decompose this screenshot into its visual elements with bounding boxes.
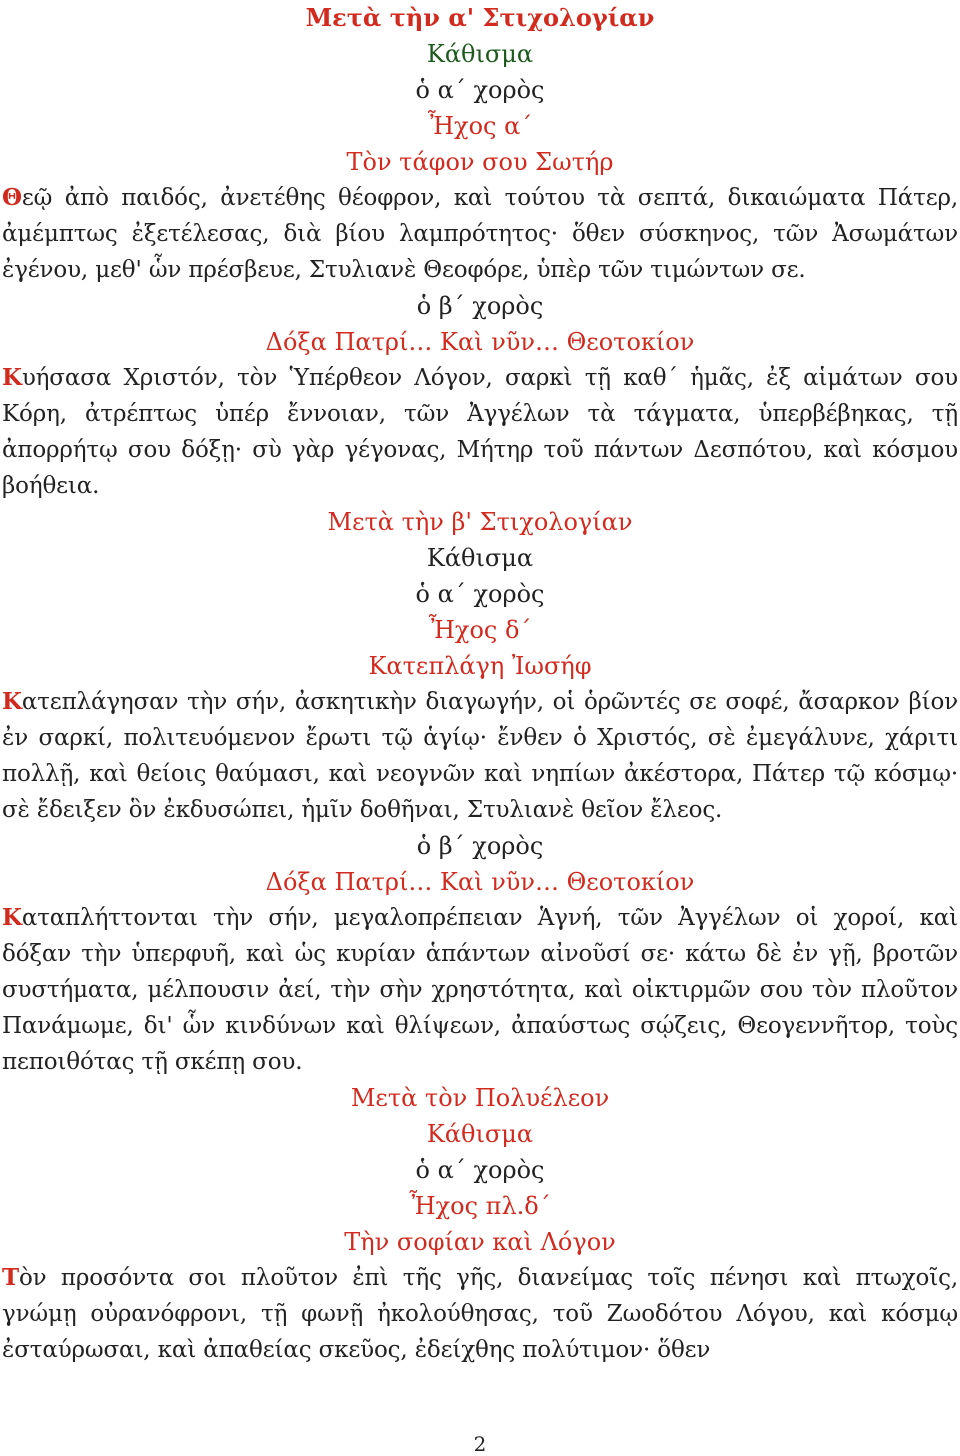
choir-heading: ὁ β΄ χορὸς bbox=[416, 832, 544, 860]
melody-heading: Τὸν τάφον σου Σωτήρ bbox=[346, 148, 614, 176]
page-number: 2 bbox=[473, 1432, 487, 1456]
hymn-paragraph bbox=[2, 180, 958, 288]
hymn-text: υήσασα Χριστόν, τὸν Ὑπέρθεον Λόγον, σαρκὶ τῇ καθ΄ ἡμᾶς, ἐξ αἱμάτων σου Κόρη, ἀτρέπτως ὑπέρ ἔννοιαν, τῶν Ἀγγέλων τὰ τάγματα, ὑπερβέβηκας, τῇ ἀπορρήτῳ σου δόξῃ· σὺ γὰρ γέγονας, Μήτηρ τοῦ πάντων Δεσπότου, καὶ κόσμου βοήθεια. bbox=[2, 365, 958, 499]
drop-initial: Κ bbox=[2, 904, 22, 931]
hymn-paragraph bbox=[2, 1260, 958, 1368]
melody-heading: Τὴν σοφίαν καὶ Λόγον bbox=[344, 1228, 616, 1256]
hymn-text: ὸν προσόντα σοι πλοῦτον ἐπὶ τῆς γῆς, διανείμας τοῖς πένησι καὶ πτωχοῖς, γνώμῃ οὐρανόφρονι, τῇ φωνῇ ἠκολούθησας, τοῦ Ζωοδότου Λόγου, καὶ κόσμῳ ἐσταύρωσαι, καὶ ἀπαθείας σκεῦος, ἐδείχθης πολύτιμον· ὅθεν bbox=[2, 1265, 958, 1363]
drop-initial: Θ bbox=[2, 184, 22, 211]
kathisma-heading: Κάθισμα bbox=[426, 40, 534, 68]
doxa-heading: Δόξα Πατρί… Καὶ νῦν… Θεοτοκίον bbox=[265, 328, 695, 356]
drop-initial: Τ bbox=[2, 1264, 19, 1291]
theotokion-paragraph bbox=[2, 360, 958, 504]
drop-initial: Κ bbox=[2, 364, 22, 391]
choir-heading: ὁ α΄ χορὸς bbox=[415, 580, 545, 608]
choir-heading: ὁ α΄ χορὸς bbox=[415, 76, 545, 104]
tone-heading: Ἦχος α΄ bbox=[427, 112, 533, 140]
melody-heading: Κατεπλάγη Ἰωσήφ bbox=[368, 652, 592, 680]
kathisma-heading: Κάθισμα bbox=[426, 544, 534, 572]
tone-heading: Ἦχος πλ.δ΄ bbox=[409, 1192, 551, 1220]
hymn-text: εῷ ἀπὸ παιδός, ἀνετέθης θέοφρον, καὶ τούτου τὰ σεπτά, δικαιώματα Πάτερ, ἀμέμπτως ἐξετέλεσας, διὰ βίου λαμπρότητος· ὅθεν σύσκηνος, τῶν Ἀσωμάτων ἐγένου, μεθ' ὧν πρέσβευε, Στυλιανὲ Θεοφόρε, ὑπὲρ τῶν τιμώντων σε. bbox=[2, 185, 958, 283]
theotokion-paragraph bbox=[2, 900, 958, 1080]
section-title: Μετὰ τὴν α' Στιχολογίαν bbox=[305, 3, 655, 32]
choir-heading: ὁ β΄ χορὸς bbox=[416, 292, 544, 320]
doxa-heading: Δόξα Πατρί… Καὶ νῦν… Θεοτοκίον bbox=[265, 868, 695, 896]
choir-heading: ὁ α΄ χορὸς bbox=[415, 1156, 545, 1184]
kathisma-heading: Κάθισμα bbox=[426, 1120, 534, 1148]
section-title: Μετὰ τὸν Πολυέλεον bbox=[350, 1084, 610, 1112]
drop-initial: Κ bbox=[2, 688, 22, 715]
hymn-paragraph bbox=[2, 684, 958, 828]
tone-heading: Ἦχος δ΄ bbox=[428, 616, 532, 644]
hymn-text: ατεπλάγησαν τὴν σήν, ἀσκητικὴν διαγωγήν, οἱ ὁρῶντές σε σοφέ, ἄσαρκον βίον ἐν σαρκί, πολιτευόμενον ἔρωτι τῷ ἁγίῳ· ἔνθεν ὁ Χριστός, σὲ ἐμεγάλυνε, χάριτι πολλῇ, καὶ θείοις θαύμασι, καὶ νεογνῶν καὶ νηπίων ἀκέστορα, Πάτερ τῷ κόσμῳ· σὲ ἔδειξεν ὃν ἐκδυσώπει, ἡμῖν δοθῆναι, Στυλιανὲ θεῖον ἔλεος. bbox=[2, 689, 958, 823]
section-title: Μετὰ τὴν β' Στιχολογίαν bbox=[327, 508, 633, 536]
hymn-text: αταπλήττονται τὴν σήν, μεγαλοπρέπειαν Ἁγνή, τῶν Ἀγγέλων οἱ χοροί, καὶ δόξαν τὴν ὑπερφυῆ, καὶ ὡς κυρίαν ἁπάντων αἰνοῦσί σε· κάτω δὲ ἐν γῇ, βροτῶν συστήματα, μέλπουσιν ἀεί, τὴν σὴν χρηστότητα, καὶ οἰκτιρμῶν σου τὸν πλοῦτον Πανάμωμε, δι' ὧν κινδύνων καὶ θλίψεων, ἀπαύστως σῴζεις, Θεογεννῆτορ, τοὺς πεποιθότας τῇ σκέπῃ σου. bbox=[2, 905, 958, 1075]
